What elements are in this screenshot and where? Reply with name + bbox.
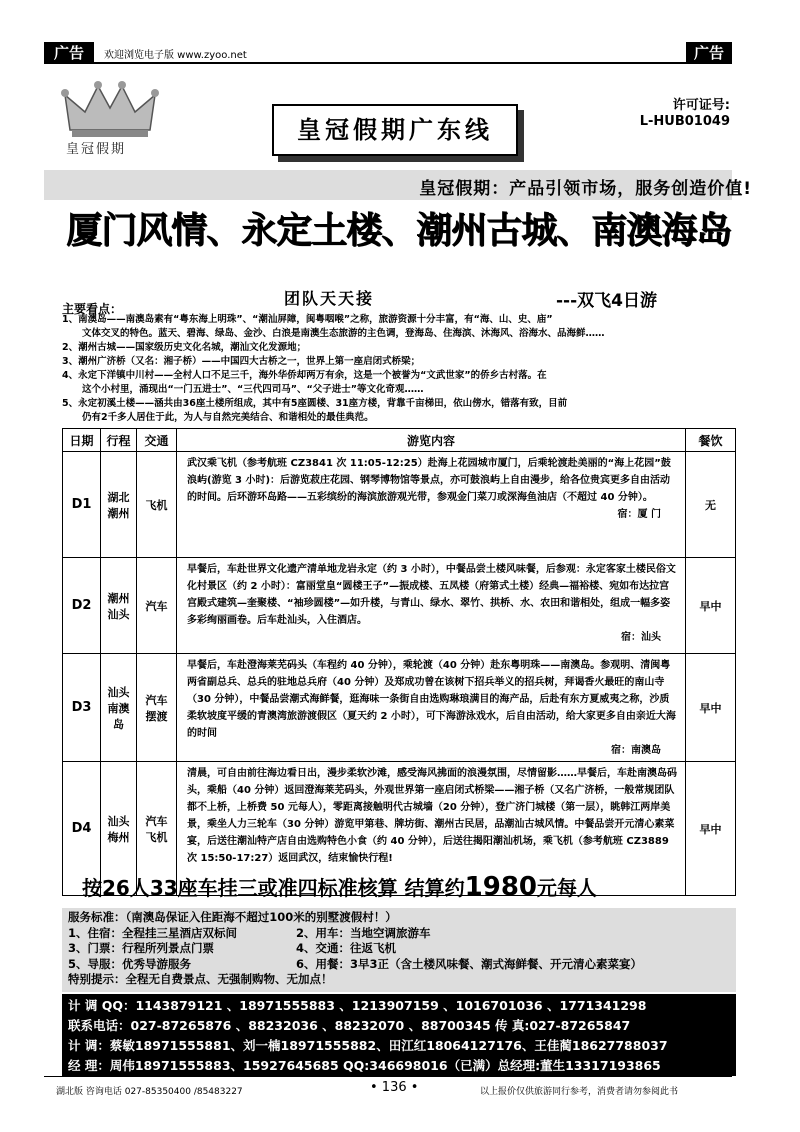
header-rule	[44, 62, 732, 64]
tour-daily: 团队天天接	[284, 289, 375, 308]
col-header-meals: 餐饮	[686, 429, 736, 452]
contact-block	[62, 994, 736, 1076]
day-cell: D2	[63, 558, 101, 654]
license-block	[610, 98, 730, 130]
transport-cell: 飞机	[137, 452, 177, 558]
highlight-line: 仍有2千多人居住于此，为人与自然完美结合、和谐相处的最佳典范。	[82, 412, 374, 423]
transport-cell: 汽车 飞机	[137, 762, 177, 896]
contact-line: 计 调：蔡敏18971555881、刘一楠18971555882、田江红18064127176、王佳蔺18627788037	[68, 1038, 668, 1053]
service-item: 1、住宿：全程挂三星酒店双标间	[68, 925, 237, 940]
license-label: 许可证号:	[672, 98, 730, 113]
ad-label-right: 广告	[686, 42, 732, 64]
day-cell: D3	[63, 654, 101, 762]
service-item: 2、用车：当地空调旅游车	[296, 925, 431, 940]
service-standards	[62, 908, 736, 992]
highlight-line: 1、南澳岛——南澳岛素有“粤东海上明珠”、“潮汕屏障，闽粤咽喉”之称，旅游资源十分丰富，有“海、山、史、庙”	[62, 314, 553, 325]
itinerary-table	[62, 428, 736, 896]
tour-duration: ---双飞4日游	[556, 291, 657, 311]
footer-right: 以上报价仅供旅游同行参考，消费者请勿参阅此书	[480, 1087, 679, 1097]
highlight-line: 5、永定初溪土楼——涵共由36座土楼所组成，其中有5座圆楼、31座方楼，背靠千亩梯田，依山傍水，错落有致，目前	[62, 398, 568, 409]
day-description: 早餐后，车赴澄海莱芜码头（车程约 40 分钟），乘轮渡（40 分钟）赴东粤明珠——南澳岛。参观明、清闽粤两省副总兵、总兵的驻地总兵府（40 分钟）及郑成功曾在该树下招兵举义的招兵树，拜谒香火最旺的南山寺（30 分钟），中餐品尝潮式海鲜餐，逛海味一条街自由选购琳琅满目的海产品，后赴有东方夏威夷之称，沙质柔软坡度平缓的青澳湾旅游渡假区（夏天约 2 小时），可下海游泳戏水，后自由活动，给大家更多自由亲近大海的时间	[187, 660, 676, 739]
meals-cell: 早中	[686, 654, 736, 762]
crown-icon	[60, 80, 160, 140]
meals-cell: 早中	[686, 762, 736, 896]
table-row	[63, 654, 736, 762]
footer-left: 湖北版 咨询电话 027-85350400 /85483227	[56, 1087, 243, 1097]
desc-cell	[177, 452, 686, 558]
highlight-line: 4、永定下洋镇中川村——全村人口不足三千，海外华侨却两万有余，这是一个被誉为“文武世家”的侨乡古村落。在	[62, 370, 547, 381]
page-number: • 136 •	[370, 1080, 419, 1095]
service-row	[68, 926, 730, 942]
contact-line: 联系电话：027-87265876 、88232036 、88232070 、88700345 传 真:027-87265847	[68, 1018, 631, 1033]
highlight-line: 文体交叉的特色。蓝天、碧海、绿岛、金沙、白浪是南澳生态旅游的主色调，登海岛、住海滨、沐海风、浴海水、品海鲜……	[82, 328, 605, 339]
service-row	[68, 957, 730, 973]
col-header-date: 日期	[63, 429, 101, 452]
day-description: 武汉乘飞机（参考航班 CZ3841 次 11:05-12:25）赴海上花园城市厦门，后乘轮渡赴美丽的“海上花园”鼓浪屿(游览 3 小时)：后游览菽庄花园、钢琴博物馆等景点，亦可鼓浪屿上自由漫步，给各位贵宾更多自由活动的时间。后环游环岛路——五彩缤纷的海滨旅游观光带，参观金门菜刀或深海鱼油店（不超过 40 分钟）。	[187, 458, 671, 503]
day-description: 早餐后，车赴世界文化遗产清单地龙岩永定（约 3 小时），中餐品尝土楼风味餐，后参观：永定客家土楼民俗文化村景区（约 2 小时）：富丽堂皇“圆楼王子”—振成楼、五凤楼（府第式土楼）经典—福裕楼、宛如布达拉宫宫殿式建筑—奎聚楼、“袖珍圆楼”—如升楼，与青山、绿水、翠竹、拱桥、水、农田和谐相处，组成一幅多姿多彩绚丽画卷。后车赴汕头，入住酒店。	[187, 564, 676, 626]
day-cell: D4	[63, 762, 101, 896]
service-row	[68, 941, 730, 957]
highlight-line: 这个小村里，涌现出“一门五进士”、“三代四司马”、“父子进士”等文化奇观……	[82, 384, 424, 395]
price-suffix: 元每人	[537, 876, 598, 900]
stay-location: 宿：南澳岛	[611, 745, 661, 756]
meals-cell: 早中	[686, 558, 736, 654]
page-title: 皇冠假期广东线	[272, 104, 518, 156]
desc-cell	[177, 654, 686, 762]
service-item: 3、门票：行程所列景点门票	[68, 941, 215, 955]
route-cell: 汕头 梅州	[101, 762, 137, 896]
col-header-content: 游览内容	[177, 429, 686, 452]
table-header-row	[63, 429, 736, 452]
license-number: L-HUB01049	[639, 114, 730, 129]
route-cell: 汕头 南澳 岛	[101, 654, 137, 762]
stay-location: 宿：厦 门	[617, 509, 661, 520]
day-description: 清晨，可自由前往海边看日出，漫步柔软沙滩，感受海风拂面的浪漫氛围，尽情留影……早餐后，车赴南澳岛码头，乘船（40 分钟）返回澄海莱芜码头，外观世界第一座启闭式桥梁——湘子桥（又名广济桥，一般常规团队都不上桥，上桥费 50 元每人），零距离接触明代古城墙（20 分钟），登广济门城楼（第一层），眺韩江两岸美景，乘坐人力三轮车（30 分钟）游览甲第巷、牌坊街、潮州古民居，品潮汕古城风情。中餐品尝开元清心素菜宴，后送往潮汕特产店自由选购特色小食（约 40 分钟），后送往揭阳潮汕机场，乘飞机（参考航班 CZ3889 次 15:50-17:27）返回武汉，结束愉快行程!	[187, 768, 677, 864]
ad-label-left: 广告	[44, 42, 94, 64]
contact-line: 经 理：周伟18971555883、15927645685 QQ:346698016（已满）总经理:董生13317193865	[68, 1058, 661, 1073]
table-row	[63, 452, 736, 558]
contact-line: 计 调 QQ：1143879121 、18971555883 、1213907159 、1016701036 、1771341298	[68, 998, 647, 1013]
special-note: 特别提示：全程无自费景点、无强制购物、无加点！	[68, 972, 333, 986]
col-header-route: 行程	[101, 429, 137, 452]
slogan: 皇冠假期：产品引领市场，服务创造价值!	[419, 179, 752, 199]
col-header-transport: 交通	[137, 429, 177, 452]
highlight-line: 3、潮州广济桥（又名：湘子桥）——中国四大古桥之一，世界上第一座启闭式桥梁；	[62, 356, 421, 367]
service-title: 服务标准：（南澳岛保证入住距海不超过100米的别墅渡假村！）	[68, 910, 397, 924]
transport-cell: 汽车 摆渡	[137, 654, 177, 762]
footer-rule	[44, 1076, 732, 1077]
highlights-list	[62, 313, 734, 425]
stay-location: 宿：汕头	[621, 632, 661, 643]
brand-name: 皇冠假期	[66, 142, 127, 157]
price-line	[82, 872, 722, 902]
day-cell: D1	[63, 452, 101, 558]
price-amount: 1980	[464, 872, 538, 902]
price-prefix: 按26人33座车挂三或准四标准核算 结算约	[82, 876, 465, 900]
highlights-title: 主要看点：	[62, 302, 123, 316]
service-item: 6、用餐：3早3正（含土楼风味餐、潮式海鲜餐、开元清心素菜宴）	[296, 956, 643, 971]
service-item: 5、导服：优秀导游服务	[68, 956, 192, 971]
service-item: 4、交通：往返飞机	[296, 941, 397, 955]
transport-cell: 汽车	[137, 558, 177, 654]
route-cell: 湖北 潮州	[101, 452, 137, 558]
tour-headline: 厦门风情、永定土楼、潮州古城、南澳海岛	[66, 210, 732, 251]
site-text: 欢迎浏览电子版 www.zyoo.net	[104, 50, 247, 61]
route-cell: 潮州 汕头	[101, 558, 137, 654]
highlight-line: 2、潮州古城——国家级历史文化名城，潮汕文化发源地；	[62, 342, 307, 353]
desc-cell	[177, 558, 686, 654]
table-row	[63, 558, 736, 654]
meals-cell: 无	[686, 452, 736, 558]
